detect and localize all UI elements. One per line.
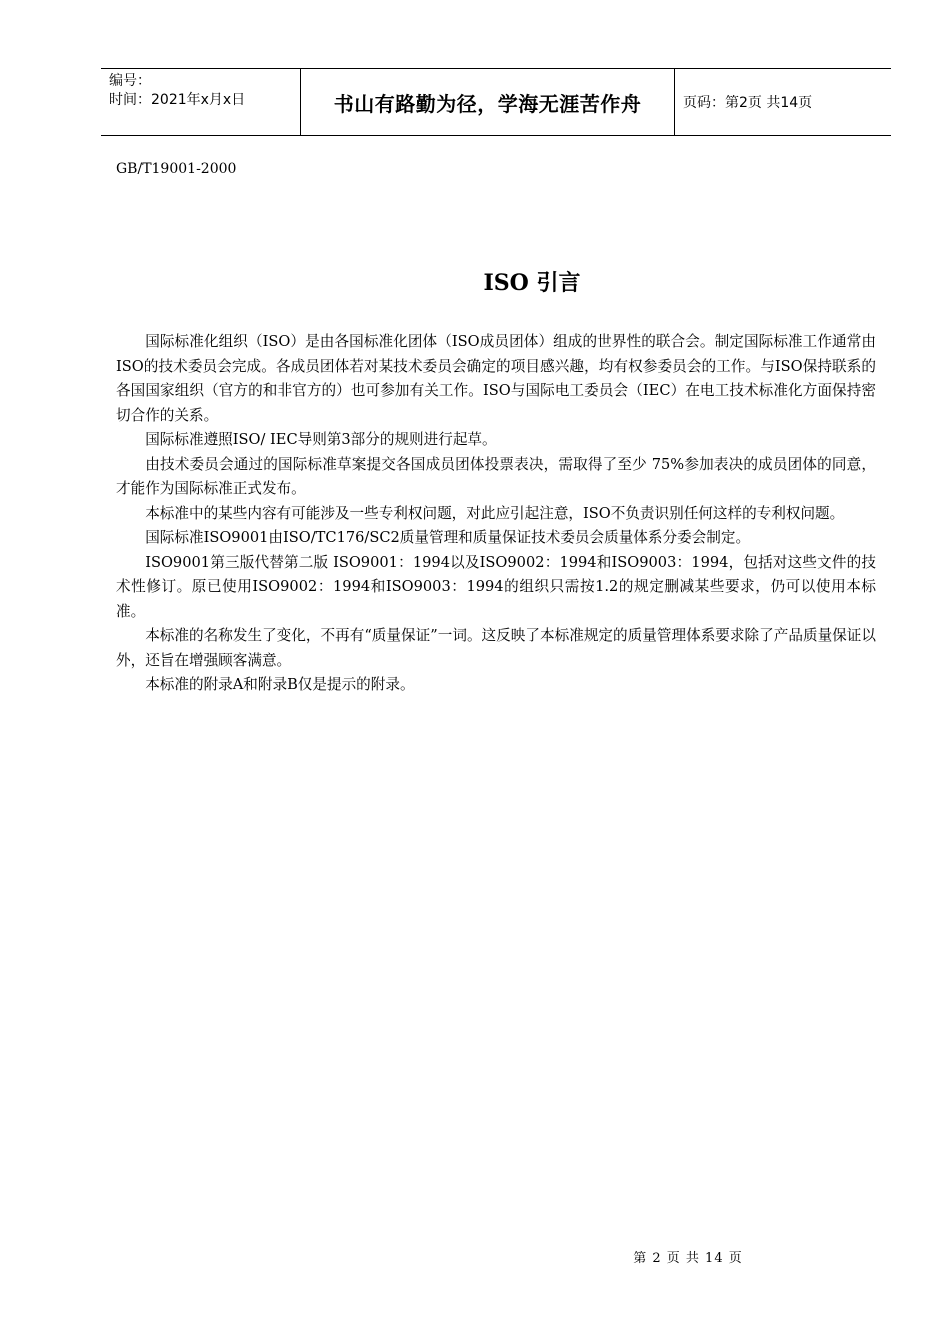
paragraph: 本标准中的某些内容有可能涉及一些专利权问题，对此应引起注意，ISO不负责识别任何这样的专利权问题。 [145, 504, 845, 522]
paragraph: 国际标准化组织（ISO）是由各国标准化团体（ISO成员团体）组成的世界性的联合会。制定国际标准工作通常由ISO的技术委员会完成。各成员团体若对某技术委员会确定的项目感兴趣，均有权参委员会的工作。与ISO保持联系的各国国家组织（官方的和非官方的）也可参加有关工作。ISO与国际电工委员会（IEC）在电工技术标准化方面保持密切合作的关系。 [116, 333, 876, 424]
document-code: GB/T19001-2000 [116, 161, 237, 177]
header-motto: 书山有路勤为径，学海无涯苦作舟 [301, 69, 675, 135]
paragraph: 国际标准ISO9001由ISO/TC176/SC2质量管理和质量保证技术委员会质量体系分委会制定。 [145, 529, 751, 546]
document-body [116, 330, 876, 698]
page-footer-number: 第 2 页 共 14 页 [633, 1251, 743, 1266]
page-header [101, 68, 891, 136]
paragraph: 国际标准遵照ISO/ IEC导则第3部分的规则进行起草。 [145, 431, 497, 448]
paragraph: 本标准的附录A和附录B仅是提示的附录。 [145, 676, 415, 693]
paragraph: 本标准的名称发生了变化，不再有“质量保证”一词。这反映了本标准规定的质量管理体系要求除了产品质量保证以外，还旨在增强顾客满意。 [116, 627, 876, 669]
header-date-label: 时间：2021年x月x日 [109, 92, 246, 108]
paragraph: ISO9001第三版代替第二版 ISO9001：1994以及ISO9002：1994和ISO9003：1994，包括对这些文件的技术性修订。原已使用ISO9002：1994和ISO9003：1994的组织只需按1.2的规定删减某些要求，仍可以使用本标准。 [116, 553, 876, 620]
header-page-info: 页码：第2页 共14页 [683, 95, 813, 111]
paragraph: 由技术委员会通过的国际标准草案提交各国成员团体投票表决，需取得了至少 75%参加表决的成员团体的同意，才能作为国际标准正式发布。 [116, 455, 876, 497]
header-number-label: 编号： [109, 73, 151, 89]
header-meta-cell [101, 69, 301, 135]
document-title: ISO 引言 [483, 270, 581, 296]
